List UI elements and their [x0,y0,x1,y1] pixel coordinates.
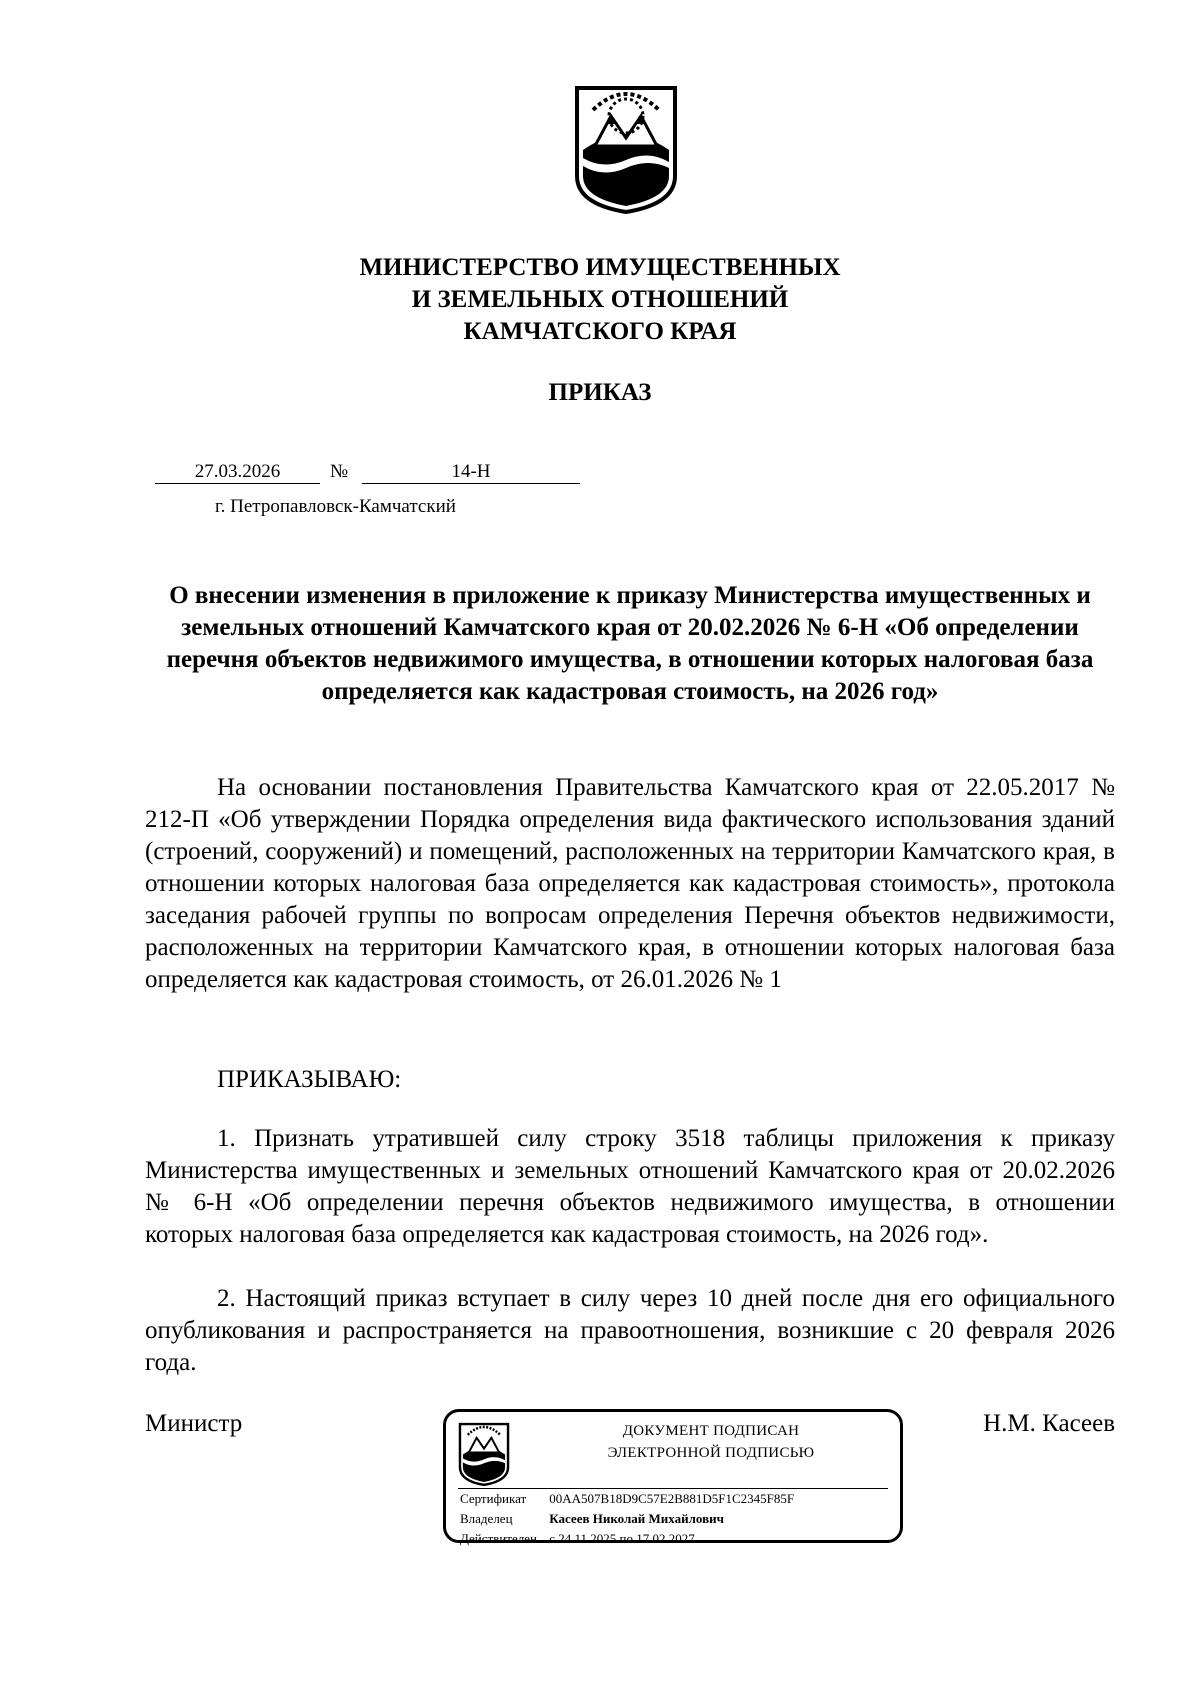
stamp-valid-label: Действителен [460,1531,537,1546]
stamp-owner-row [460,1511,724,1527]
stamp-cert-value: 00AA507B18D9C57E2B881D5F1C2345F85F [549,1491,795,1506]
order-item-1: 1. Признать утратившей силу строку 3518 таблицы приложения к приказу Министерства имущественных и земельных отношений Камчатского края от 20.02.2026 № 6-Н «Об определении перечня объектов недвижимого имущества, в отношении которых налоговая база определяется как кадастровая стоимость, на 2026 год». [145,1125,1115,1248]
stamp-owner-label: Владелец [460,1511,513,1526]
document-type: ПРИКАЗ [548,379,652,406]
order-date: 27.03.2026 [155,461,320,484]
number-sign: № [330,461,349,482]
stamp-divider [458,1488,888,1489]
order-word: ПРИКАЗЫВАЮ: [217,1066,402,1093]
stamp-crest-icon [458,1420,510,1486]
city: г. Петропавловск-Камчатский [215,496,456,517]
ministry-name-line1: МИНИСТЕРСТВО ИМУЩЕСТВЕННЫХ [359,254,841,281]
signer-name: Н.М. Касеев [983,1410,1115,1437]
preamble-paragraph: На основании постановления Правительства Камчатского края от 22.05.2017 № 212-П «Об утверждении Порядка определения вида фактического использования зданий (строений, сооружений) и помещений, расположенных на территории Камчатского края, в отношении которых налоговая база определяется как кадастровая стоимость», протокола заседания рабочей группы по вопросам определения Перечня объектов недвижимости, расположенных на территории Камчатского края, в отношении которых налоговая база определяется как кадастровая стоимость, от 26.01.2026 № 1 [145,774,1115,993]
electronic-signature-stamp [443,1409,903,1546]
order-number: 14-Н [362,461,580,484]
signer-position: Министр [145,1410,243,1437]
stamp-title-line1: ДОКУМЕНТ ПОДПИСАН [622,1423,800,1439]
stamp-certificate-row [460,1491,794,1507]
stamp-valid-value: с 24.11.2025 по 17.02.2027 [549,1531,695,1546]
ministry-name-line3: КАМЧАТСКОГО КРАЯ [463,318,737,345]
document-title: О внесении изменения в приложение к приказу Министерства имущественных и земельных отношений Камчатского края от 20.02.2026 № 6-Н «Об определении перечня объектов недвижимого имущества, в отношении которых налоговая база определяется как кадастровая стоимость, на 2026 год» [166,582,1094,705]
stamp-owner-value: Касеев Николай Михайлович [549,1511,724,1526]
kamchatka-coat-of-arms-icon [573,80,679,214]
stamp-validity-row [460,1531,695,1547]
stamp-cert-label: Сертификат [460,1491,527,1506]
order-item-2: 2. Настоящий приказ вступает в силу через 10 дней после дня его официального опубликования и распространяется на правоотношения, возникшие с 20 февраля 2026 года. [145,1285,1115,1376]
ministry-name-line2: И ЗЕМЕЛЬНЫХ ОТНОШЕНИЙ [411,286,789,313]
stamp-title-line2: ЭЛЕКТРОННОЙ ПОДПИСЬЮ [607,1445,815,1461]
